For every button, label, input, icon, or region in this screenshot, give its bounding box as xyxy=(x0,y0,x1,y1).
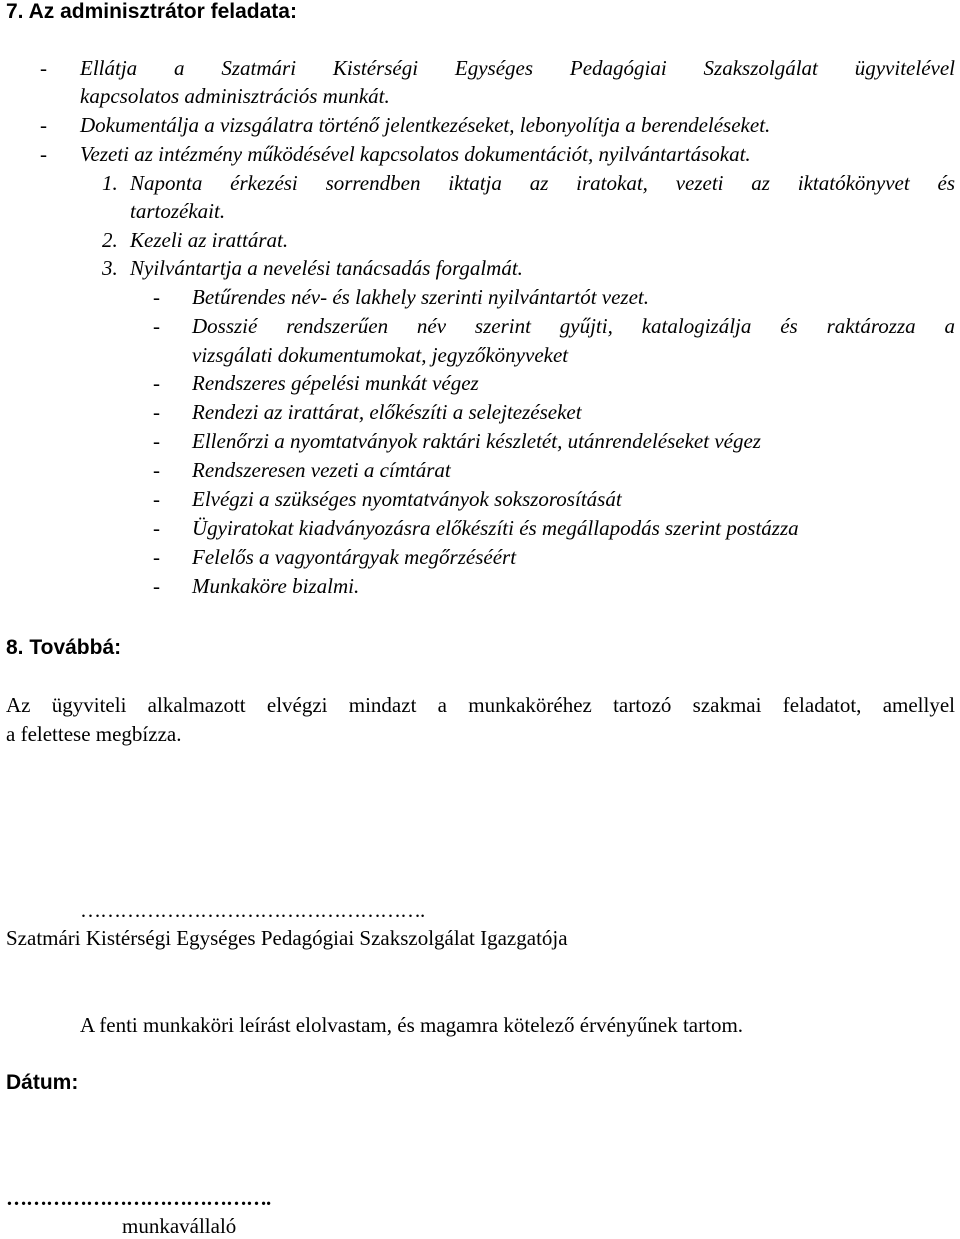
sub-duty-line: Felelős a vagyontárgyak megőrzéséért xyxy=(192,545,517,569)
sub-duty-line: Betűrendes név- és lakhely szerinti nyilvántartót vezet. xyxy=(192,285,649,309)
admin-duty-line: Ellátja a Szatmári Kistérségi Egységes Pedagógiai Szakszolgálat ügyvitelével xyxy=(80,56,955,80)
numbered-duty-line: tartozékait. xyxy=(130,199,226,223)
sub-duty-line: vizsgálati dokumentumokat, jegyzőkönyveket xyxy=(192,343,569,367)
numbered-duty-line: Nyilvántartja a nevelési tanácsadás forgalmát. xyxy=(130,256,523,280)
list-dash: - xyxy=(40,142,47,166)
numbered-duty-line: Naponta érkezési sorrendben iktatja az iratokat, vezeti az iktatókönyvet és xyxy=(130,171,955,195)
list-dash: - xyxy=(153,400,160,424)
section-8-paragraph-line: Az ügyviteli alkalmazott elvégzi mindazt a munkaköréhez tartozó szakmai feladatot, amellyel xyxy=(6,693,955,717)
item-number: 3. xyxy=(102,256,118,280)
list-dash: - xyxy=(40,113,47,137)
sub-duty-line: Dosszié rendszerűen név szerint gyűjti, katalogizálja és raktározza a xyxy=(192,314,955,338)
list-dash: - xyxy=(153,545,160,569)
director-title: Szatmári Kistérségi Egységes Pedagógiai Szakszolgálat Igazgatója xyxy=(6,926,568,950)
item-number: 1. xyxy=(102,171,118,195)
date-label: Dátum: xyxy=(6,1071,79,1094)
sub-duty-line: Rendszeresen vezeti a címtárat xyxy=(192,458,451,482)
admin-duty-line: Dokumentálja a vizsgálatra történő jelentkezéseket, lebonyolítja a berendeléseket. xyxy=(80,113,771,137)
acknowledgement-statement: A fenti munkaköri leírást elolvastam, és magamra kötelező érvényűnek tartom. xyxy=(80,1013,744,1037)
list-dash: - xyxy=(153,487,160,511)
sub-duty-line: Elvégzi a szükséges nyomtatványok sokszorosítását xyxy=(192,487,622,511)
list-dash: - xyxy=(153,285,160,309)
item-number: 2. xyxy=(102,228,118,252)
sub-duty-line: Rendezi az irattárat, előkészíti a selejtezéseket xyxy=(192,400,582,424)
numbered-duty-line: Kezeli az irattárat. xyxy=(130,228,289,252)
employee-label: munkavállaló xyxy=(122,1214,237,1238)
list-dash: - xyxy=(40,56,47,80)
sub-duty-line: Rendszeres gépelési munkát végez xyxy=(192,371,479,395)
section-8-paragraph-line: a felettese megbízza. xyxy=(6,722,182,746)
section-7-heading: 7. Az adminisztrátor feladata: xyxy=(6,0,297,23)
list-dash: - xyxy=(153,516,160,540)
sub-duty-line: Ellenőrzi a nyomtatványok raktári készletét, utánrendeléseket végez xyxy=(192,429,761,453)
list-dash: - xyxy=(153,429,160,453)
list-dash: - xyxy=(153,458,160,482)
sub-duty-line: Munkaköre bizalmi. xyxy=(192,574,360,598)
list-dash: - xyxy=(153,371,160,395)
admin-duty-line: kapcsolatos adminisztrációs munkát. xyxy=(80,84,390,108)
list-dash: - xyxy=(153,314,160,338)
director-signature-line: ……………………………………………. xyxy=(80,898,425,922)
sub-duty-line: Ügyiratokat kiadványozásra előkészíti és megállapodás szerint postázza xyxy=(192,516,799,540)
admin-duty-line: Vezeti az intézmény működésével kapcsolatos dokumentációt, nyilvántartásokat. xyxy=(80,142,751,166)
list-dash: - xyxy=(153,574,160,598)
section-8-heading: 8. Továbbá: xyxy=(6,636,122,659)
employee-signature-line: …………………………………. xyxy=(6,1186,271,1210)
